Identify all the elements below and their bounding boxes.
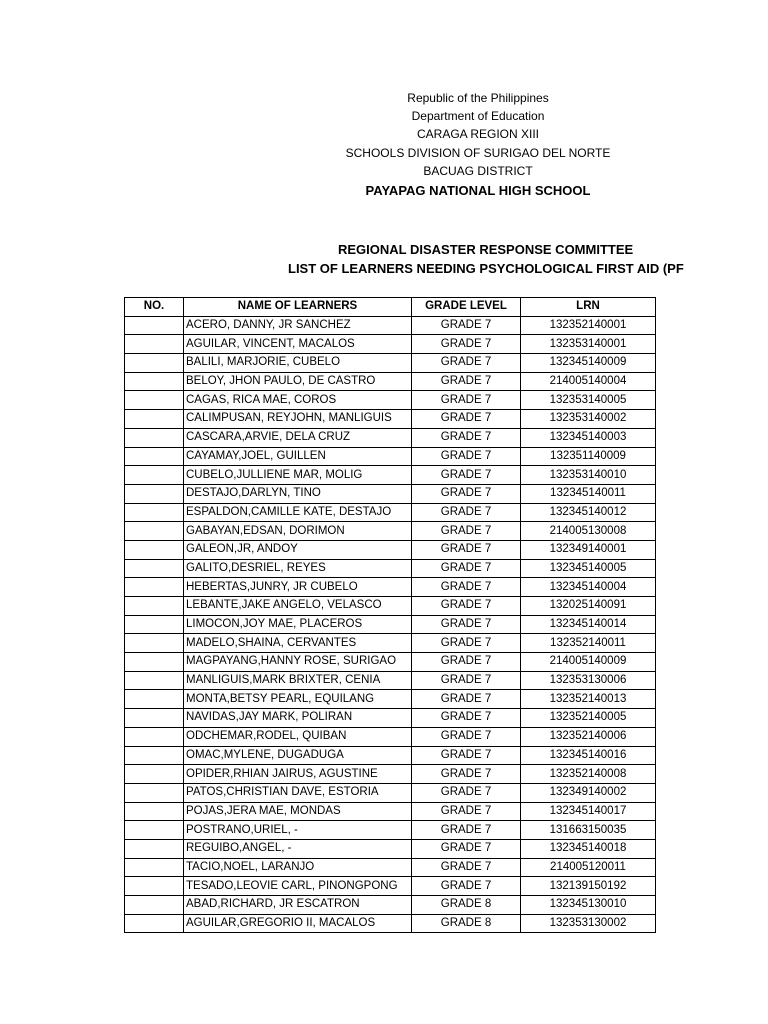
table-row bbox=[125, 896, 656, 915]
lrn-cell: 132345140003 bbox=[521, 428, 656, 447]
lrn-cell: 132345140012 bbox=[521, 503, 656, 522]
row-no-cell bbox=[125, 316, 184, 335]
learner-name-cell: POJAS,JERA MAE, MONDAS bbox=[184, 802, 412, 821]
lrn-cell: 132353130006 bbox=[521, 671, 656, 690]
lrn-cell: 132345140005 bbox=[521, 559, 656, 578]
grade-level-cell: GRADE 7 bbox=[412, 615, 521, 634]
lrn-cell: 132345140009 bbox=[521, 354, 656, 373]
grade-level-cell: GRADE 7 bbox=[412, 522, 521, 541]
learner-name-cell: AGUILAR,GREGORIO II, MACALOS bbox=[184, 914, 412, 933]
lrn-cell: 132353140010 bbox=[521, 466, 656, 485]
row-no-cell bbox=[125, 540, 184, 559]
learner-name-cell: TACIO,NOEL, LARANJO bbox=[184, 858, 412, 877]
lrn-cell: 214005130008 bbox=[521, 522, 656, 541]
table-row bbox=[125, 783, 656, 802]
table-row bbox=[125, 447, 656, 466]
lrn-cell: 132025140091 bbox=[521, 597, 656, 616]
row-no-cell bbox=[125, 503, 184, 522]
committee-title: REGIONAL DISASTER RESPONSE COMMITTEE bbox=[338, 242, 634, 257]
learner-name-cell: MONTA,BETSY PEARL, EQUILANG bbox=[184, 690, 412, 709]
grade-level-cell: GRADE 7 bbox=[412, 447, 521, 466]
row-no-cell bbox=[125, 746, 184, 765]
grade-level-cell: GRADE 7 bbox=[412, 709, 521, 728]
grade-level-cell: GRADE 7 bbox=[412, 746, 521, 765]
table-row bbox=[125, 428, 656, 447]
table-header-row bbox=[125, 298, 656, 317]
table-row bbox=[125, 522, 656, 541]
table-row bbox=[125, 484, 656, 503]
grade-level-cell: GRADE 7 bbox=[412, 727, 521, 746]
table-row bbox=[125, 578, 656, 597]
grade-level-cell: GRADE 7 bbox=[412, 821, 521, 840]
learner-name-cell: BELOY, JHON PAULO, DE CASTRO bbox=[184, 372, 412, 391]
lrn-cell: 132353140005 bbox=[521, 391, 656, 410]
lrn-cell: 132345140014 bbox=[521, 615, 656, 634]
grade-level-cell: GRADE 7 bbox=[412, 428, 521, 447]
grade-level-cell: GRADE 7 bbox=[412, 410, 521, 429]
republic-line: Republic of the Philippines bbox=[407, 91, 549, 105]
grade-level-cell: GRADE 7 bbox=[412, 484, 521, 503]
lrn-cell: 132139150192 bbox=[521, 877, 656, 896]
learner-name-cell: CASCARA,ARVIE, DELA CRUZ bbox=[184, 428, 412, 447]
lrn-cell: 132349140002 bbox=[521, 783, 656, 802]
table-row bbox=[125, 709, 656, 728]
lrn-cell: 132345140004 bbox=[521, 578, 656, 597]
lrn-cell: 214005140009 bbox=[521, 653, 656, 672]
learner-name-cell: GALEON,JR, ANDOY bbox=[184, 540, 412, 559]
grade-level-cell: GRADE 7 bbox=[412, 877, 521, 896]
lrn-cell: 132352140011 bbox=[521, 634, 656, 653]
learner-name-cell: CALIMPUSAN, REYJOHN, MANLIGUIS bbox=[184, 410, 412, 429]
grade-level-cell: GRADE 7 bbox=[412, 316, 521, 335]
row-no-cell bbox=[125, 802, 184, 821]
grade-level-cell: GRADE 7 bbox=[412, 690, 521, 709]
learner-rows bbox=[125, 316, 656, 933]
lrn-cell: 131663150035 bbox=[521, 821, 656, 840]
row-no-cell bbox=[125, 615, 184, 634]
row-no-cell bbox=[125, 428, 184, 447]
row-no-cell bbox=[125, 839, 184, 858]
learner-name-cell: REGUIBO,ANGEL, - bbox=[184, 839, 412, 858]
learner-name-cell: GABAYAN,EDSAN, DORIMON bbox=[184, 522, 412, 541]
learner-name-cell: HEBERTAS,JUNRY, JR CUBELO bbox=[184, 578, 412, 597]
learner-name-cell: MADELO,SHAINA, CERVANTES bbox=[184, 634, 412, 653]
row-no-cell bbox=[125, 466, 184, 485]
learner-name-cell: ABAD,RICHARD, JR ESCATRON bbox=[184, 896, 412, 915]
row-no-cell bbox=[125, 653, 184, 672]
grade-level-cell: GRADE 7 bbox=[412, 634, 521, 653]
row-no-cell bbox=[125, 765, 184, 784]
learner-name-cell: ESPALDON,CAMILLE KATE, DESTAJO bbox=[184, 503, 412, 522]
learner-name-cell: NAVIDAS,JAY MARK, POLIRAN bbox=[184, 709, 412, 728]
grade-level-cell: GRADE 7 bbox=[412, 653, 521, 672]
table-row bbox=[125, 410, 656, 429]
table-row bbox=[125, 727, 656, 746]
lrn-cell: 132352140006 bbox=[521, 727, 656, 746]
lrn-cell: 214005120011 bbox=[521, 858, 656, 877]
grade-level-cell: GRADE 7 bbox=[412, 354, 521, 373]
learner-name-cell: TESADO,LEOVIE CARL, PINONGPONG bbox=[184, 877, 412, 896]
grade-level-cell: GRADE 7 bbox=[412, 391, 521, 410]
table-row bbox=[125, 372, 656, 391]
grade-level-cell: GRADE 7 bbox=[412, 540, 521, 559]
table-row bbox=[125, 540, 656, 559]
learner-name-cell: GALITO,DESRIEL, REYES bbox=[184, 559, 412, 578]
learner-name-cell: OPIDER,RHIAN JAIRUS, AGUSTINE bbox=[184, 765, 412, 784]
table-row bbox=[125, 391, 656, 410]
column-header-no: NO. bbox=[125, 298, 184, 317]
row-no-cell bbox=[125, 634, 184, 653]
table-row bbox=[125, 597, 656, 616]
row-no-cell bbox=[125, 335, 184, 354]
learner-name-cell: DESTAJO,DARLYN, TINO bbox=[184, 484, 412, 503]
learner-name-cell: CUBELO,JULLIENE MAR, MOLIG bbox=[184, 466, 412, 485]
table-row bbox=[125, 466, 656, 485]
row-no-cell bbox=[125, 896, 184, 915]
table-row bbox=[125, 634, 656, 653]
grade-level-cell: GRADE 8 bbox=[412, 896, 521, 915]
grade-level-cell: GRADE 7 bbox=[412, 559, 521, 578]
lrn-cell: 132351140009 bbox=[521, 447, 656, 466]
lrn-cell: 132353140002 bbox=[521, 410, 656, 429]
grade-level-cell: GRADE 7 bbox=[412, 802, 521, 821]
row-no-cell bbox=[125, 858, 184, 877]
learner-name-cell: PATOS,CHRISTIAN DAVE, ESTORIA bbox=[184, 783, 412, 802]
learner-name-cell: AGUILAR, VINCENT, MACALOS bbox=[184, 335, 412, 354]
table-row bbox=[125, 354, 656, 373]
learner-name-cell: CAGAS, RICA MAE, COROS bbox=[184, 391, 412, 410]
grade-level-cell: GRADE 7 bbox=[412, 466, 521, 485]
row-no-cell bbox=[125, 391, 184, 410]
grade-level-cell: GRADE 7 bbox=[412, 503, 521, 522]
table-row bbox=[125, 559, 656, 578]
table-row bbox=[125, 839, 656, 858]
row-no-cell bbox=[125, 821, 184, 840]
lrn-cell: 214005140004 bbox=[521, 372, 656, 391]
row-no-cell bbox=[125, 522, 184, 541]
learner-name-cell: LEBANTE,JAKE ANGELO, VELASCO bbox=[184, 597, 412, 616]
table-row bbox=[125, 858, 656, 877]
row-no-cell bbox=[125, 914, 184, 933]
row-no-cell bbox=[125, 410, 184, 429]
lrn-cell: 132352140013 bbox=[521, 690, 656, 709]
school-name: PAYAPAG NATIONAL HIGH SCHOOL bbox=[365, 183, 591, 198]
grade-level-cell: GRADE 7 bbox=[412, 335, 521, 354]
row-no-cell bbox=[125, 597, 184, 616]
table-row bbox=[125, 615, 656, 634]
grade-level-cell: GRADE 7 bbox=[412, 858, 521, 877]
grade-level-cell: GRADE 7 bbox=[412, 671, 521, 690]
table-row bbox=[125, 821, 656, 840]
table-row bbox=[125, 746, 656, 765]
row-no-cell bbox=[125, 690, 184, 709]
learner-name-cell: MANLIGUIS,MARK BRIXTER, CENIA bbox=[184, 671, 412, 690]
table-row bbox=[125, 316, 656, 335]
grade-level-cell: GRADE 7 bbox=[412, 783, 521, 802]
department-line: Department of Education bbox=[411, 109, 545, 123]
row-no-cell bbox=[125, 578, 184, 597]
table-row bbox=[125, 877, 656, 896]
row-no-cell bbox=[125, 727, 184, 746]
row-no-cell bbox=[125, 484, 184, 503]
grade-level-cell: GRADE 8 bbox=[412, 914, 521, 933]
lrn-cell: 132353130002 bbox=[521, 914, 656, 933]
learners-table bbox=[124, 297, 656, 933]
learner-name-cell: ACERO, DANNY, JR SANCHEZ bbox=[184, 316, 412, 335]
table-row bbox=[125, 653, 656, 672]
lrn-cell: 132352140001 bbox=[521, 316, 656, 335]
table-row bbox=[125, 802, 656, 821]
lrn-cell: 132345140017 bbox=[521, 802, 656, 821]
grade-level-cell: GRADE 7 bbox=[412, 839, 521, 858]
list-title: LIST OF LEARNERS NEEDING PSYCHOLOGICAL FIRST AID (PF bbox=[288, 261, 684, 276]
table-row bbox=[125, 671, 656, 690]
row-no-cell bbox=[125, 354, 184, 373]
table-row bbox=[125, 690, 656, 709]
row-no-cell bbox=[125, 709, 184, 728]
lrn-cell: 132353140001 bbox=[521, 335, 656, 354]
learner-name-cell: ODCHEMAR,RODEL, QUIBAN bbox=[184, 727, 412, 746]
row-no-cell bbox=[125, 372, 184, 391]
row-no-cell bbox=[125, 671, 184, 690]
grade-level-cell: GRADE 7 bbox=[412, 597, 521, 616]
region-line: CARAGA REGION XIII bbox=[416, 127, 540, 141]
column-header-grade: GRADE LEVEL bbox=[412, 298, 521, 317]
lrn-cell: 132345140011 bbox=[521, 484, 656, 503]
table-row bbox=[125, 335, 656, 354]
district-line: BACUAG DISTRICT bbox=[423, 164, 533, 178]
table-row bbox=[125, 914, 656, 933]
grade-level-cell: GRADE 7 bbox=[412, 578, 521, 597]
learner-name-cell: MAGPAYANG,HANNY ROSE, SURIGAO bbox=[184, 653, 412, 672]
lrn-cell: 132352140008 bbox=[521, 765, 656, 784]
row-no-cell bbox=[125, 559, 184, 578]
row-no-cell bbox=[125, 447, 184, 466]
lrn-cell: 132345130010 bbox=[521, 896, 656, 915]
table-row bbox=[125, 503, 656, 522]
lrn-cell: 132345140018 bbox=[521, 839, 656, 858]
lrn-cell: 132349140001 bbox=[521, 540, 656, 559]
learner-name-cell: POSTRANO,URIEL, - bbox=[184, 821, 412, 840]
learner-name-cell: OMAC,MYLENE, DUGADUGA bbox=[184, 746, 412, 765]
division-line: SCHOOLS DIVISION OF SURIGAO DEL NORTE bbox=[345, 146, 611, 160]
learner-name-cell: BALILI, MARJORIE, CUBELO bbox=[184, 354, 412, 373]
lrn-cell: 132352140005 bbox=[521, 709, 656, 728]
learner-name-cell: CAYAMAY,JOEL, GUILLEN bbox=[184, 447, 412, 466]
grade-level-cell: GRADE 7 bbox=[412, 765, 521, 784]
grade-level-cell: GRADE 7 bbox=[412, 372, 521, 391]
column-header-lrn: LRN bbox=[521, 298, 656, 317]
lrn-cell: 132345140016 bbox=[521, 746, 656, 765]
row-no-cell bbox=[125, 877, 184, 896]
column-header-name: NAME OF LEARNERS bbox=[184, 298, 412, 317]
learner-name-cell: LIMOCON,JOY MAE, PLACEROS bbox=[184, 615, 412, 634]
row-no-cell bbox=[125, 783, 184, 802]
table-row bbox=[125, 765, 656, 784]
